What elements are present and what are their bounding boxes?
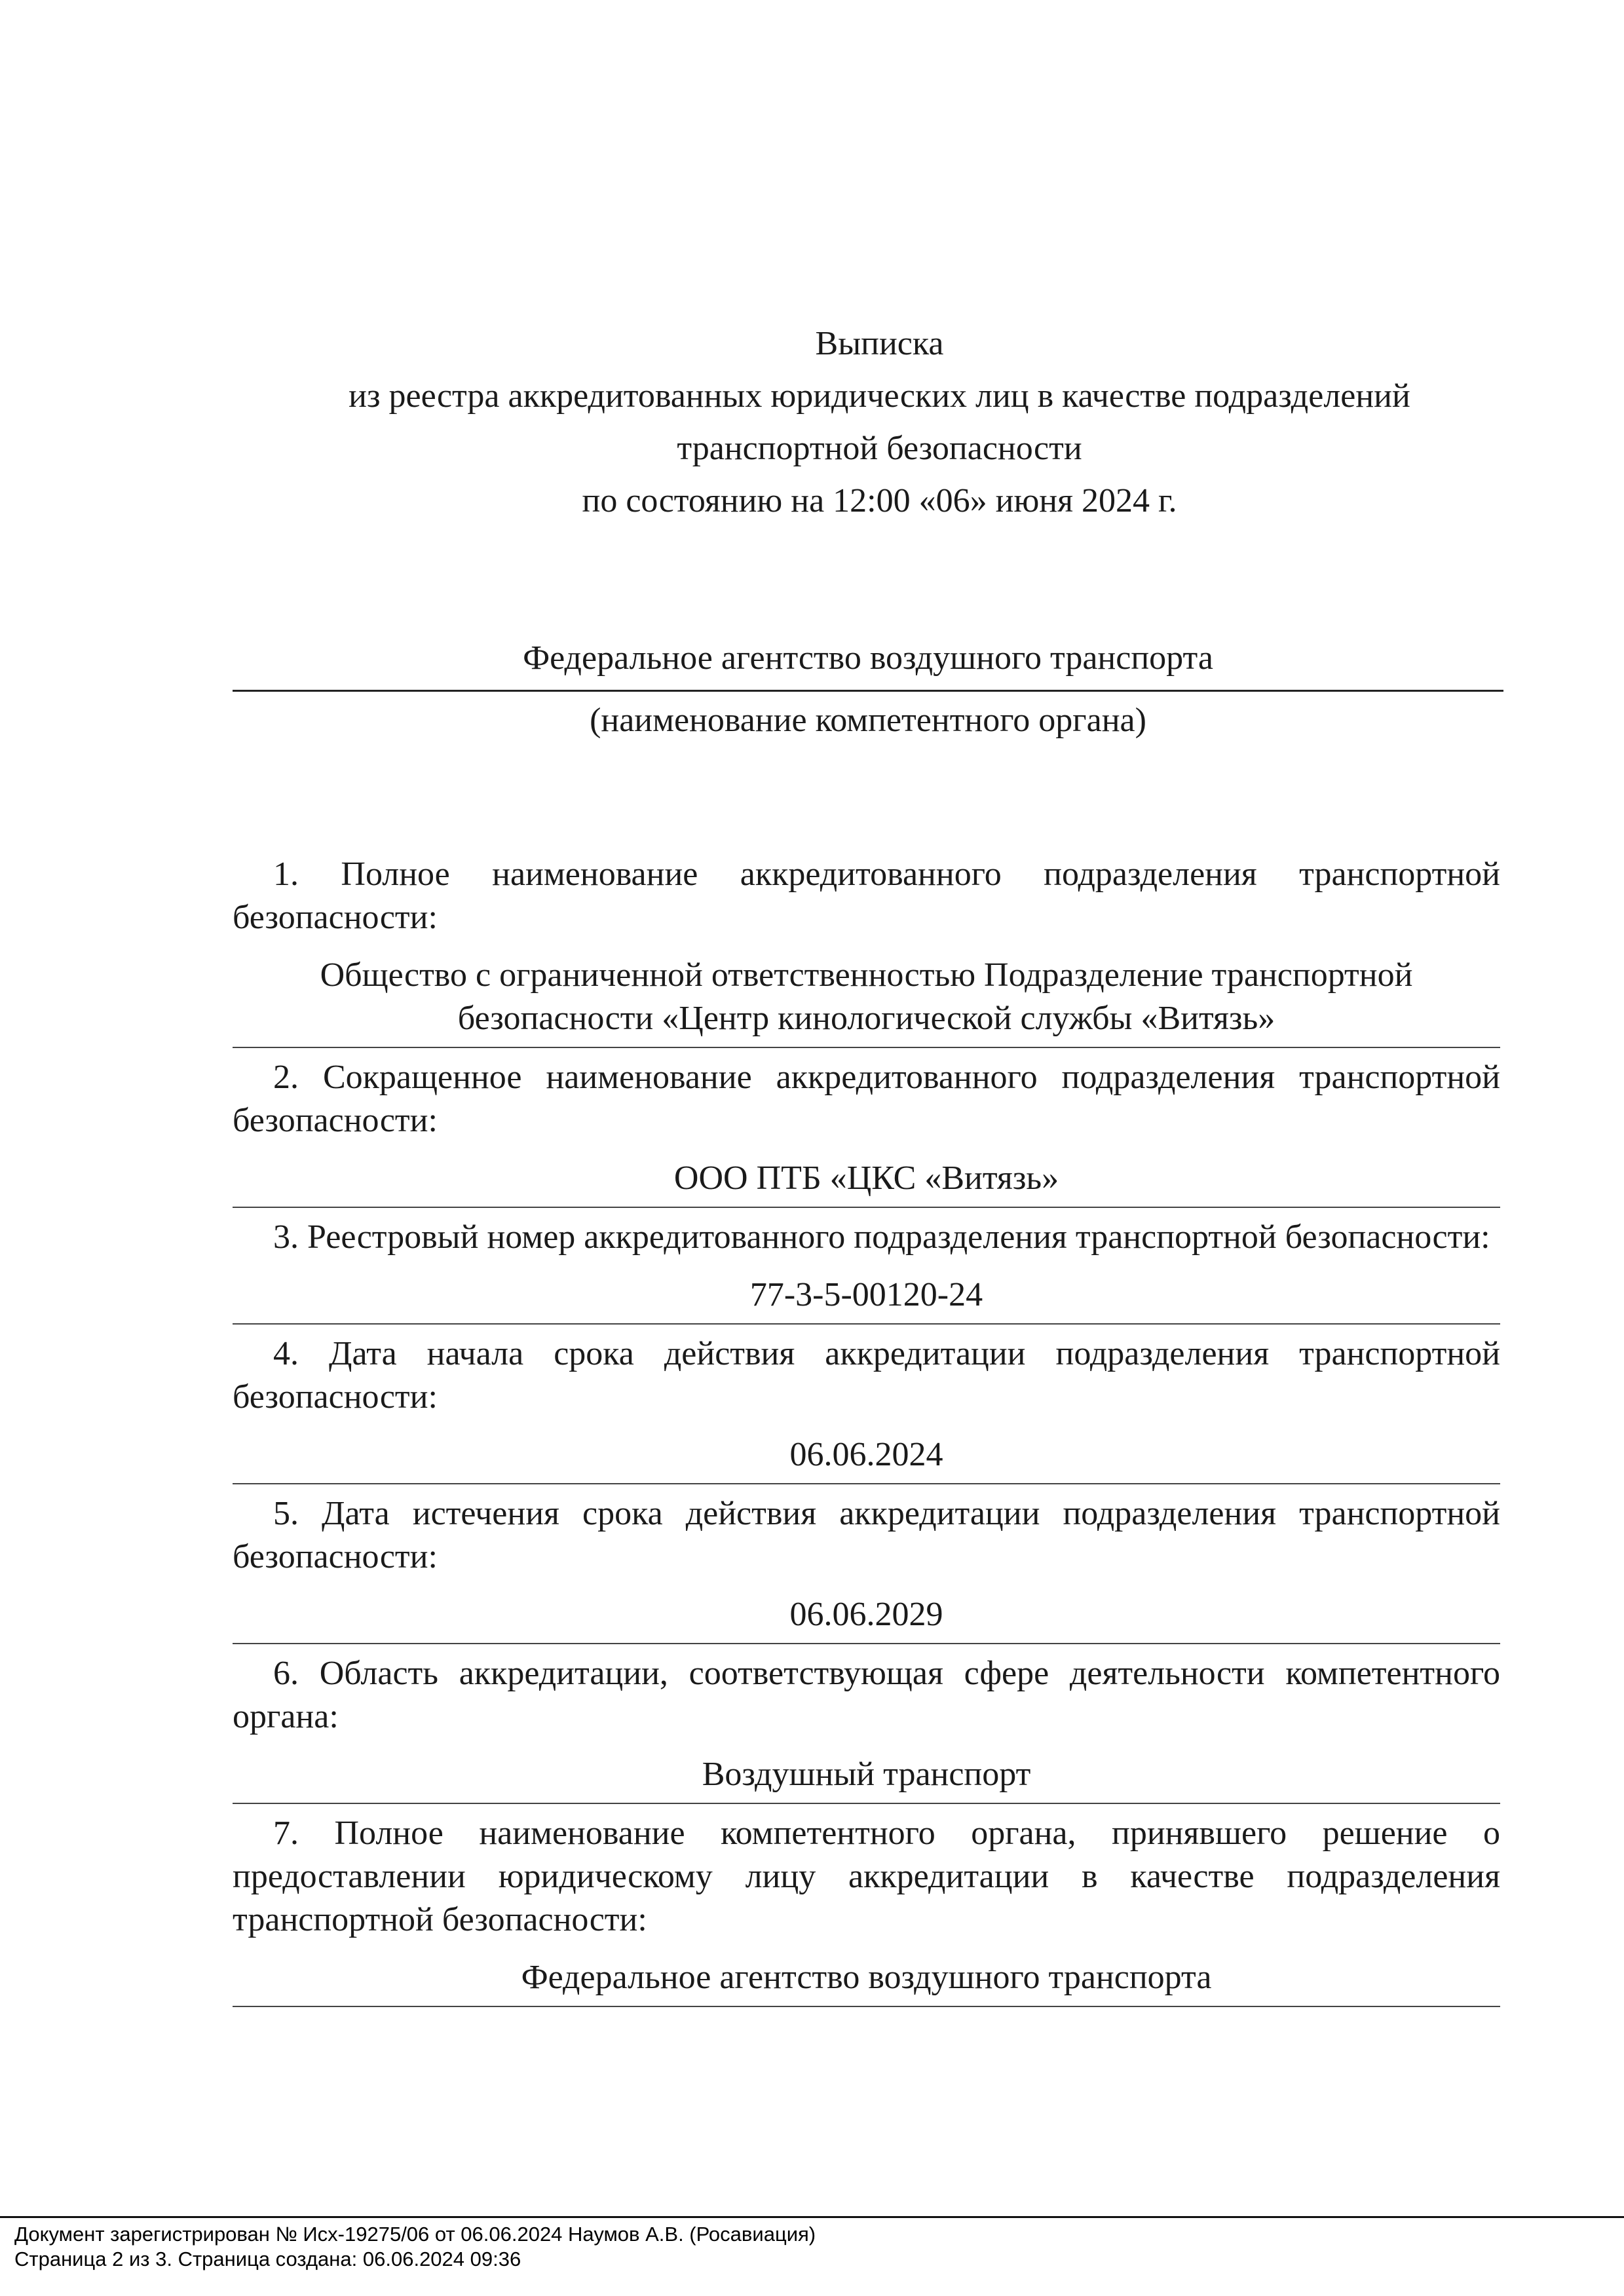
item-value: Воздушный транспорт — [233, 1739, 1500, 1804]
item-value: 77-3-5-00120-24 — [233, 1259, 1500, 1325]
registry-item-3 — [233, 1216, 1500, 1325]
item-label: 2. Сокращенное наименование аккредитованного подразделения транспортной безопасности: — [233, 1059, 1500, 1139]
document-subtitle-line-2: транспортной безопасности — [677, 430, 1082, 467]
page-info-line: Страница 2 из 3. Страница создана: 06.06.2024 09:36 — [14, 2248, 521, 2270]
authority-caption: (наименование компетентного органа) — [590, 702, 1146, 739]
item-value: ООО ПТБ «ЦКС «Витязь» — [233, 1142, 1500, 1208]
registry-item-6 — [233, 1652, 1500, 1804]
authority-underline — [233, 690, 1503, 692]
document-title: Выписка — [815, 325, 944, 362]
registry-item-5 — [233, 1492, 1500, 1644]
registry-item-2 — [233, 1056, 1500, 1208]
item-label: 7. Полное наименование компетентного органа, принявшего решение о предоставлении юридическому лицу аккредитации в качестве подразделения транспортной безопасности: — [233, 1815, 1500, 1938]
item-label: 3. Реестровый номер аккредитованного подразделения транспортной безопасности: — [273, 1218, 1490, 1256]
authority-name: Федеральное агентство воздушного транспорта — [523, 639, 1213, 677]
footer-divider — [0, 2216, 1624, 2218]
registry-item-4 — [233, 1332, 1500, 1484]
registration-footer — [14, 2222, 816, 2272]
item-label: 5. Дата истечения срока действия аккредитации подразделения транспортной безопасности: — [233, 1495, 1500, 1575]
item-label: 6. Область аккредитации, соответствующая сфере деятельности компетентного органа: — [233, 1655, 1500, 1735]
item-value: Общество с ограниченной ответственностью Подразделение транспортной безопасности «Центр кинологической службы «Витязь» — [233, 939, 1500, 1048]
document-header — [233, 318, 1526, 527]
item-label: 4. Дата начала срока действия аккредитации подразделения транспортной безопасности: — [233, 1335, 1500, 1416]
registry-item-7 — [233, 1812, 1500, 2007]
registry-items — [233, 853, 1500, 2015]
item-value: 06.06.2029 — [233, 1579, 1500, 1644]
item-value: Федеральное агентство воздушного транспорта — [233, 1942, 1500, 2007]
item-value: 06.06.2024 — [233, 1419, 1500, 1484]
document-subtitle-line-1: из реестра аккредитованных юридических лиц в качестве подразделений — [349, 377, 1410, 415]
registration-stamp-line: Документ зарегистрирован № Исх-19275/06 от 06.06.2024 Наумов А.В. (Росавиация) — [14, 2223, 816, 2246]
document-date-line: по состоянию на 12:00 «06» июня 2024 г. — [582, 482, 1177, 519]
registry-item-1 — [233, 853, 1500, 1048]
item-label: 1. Полное наименование аккредитованного подразделения транспортной безопасности: — [233, 856, 1500, 936]
